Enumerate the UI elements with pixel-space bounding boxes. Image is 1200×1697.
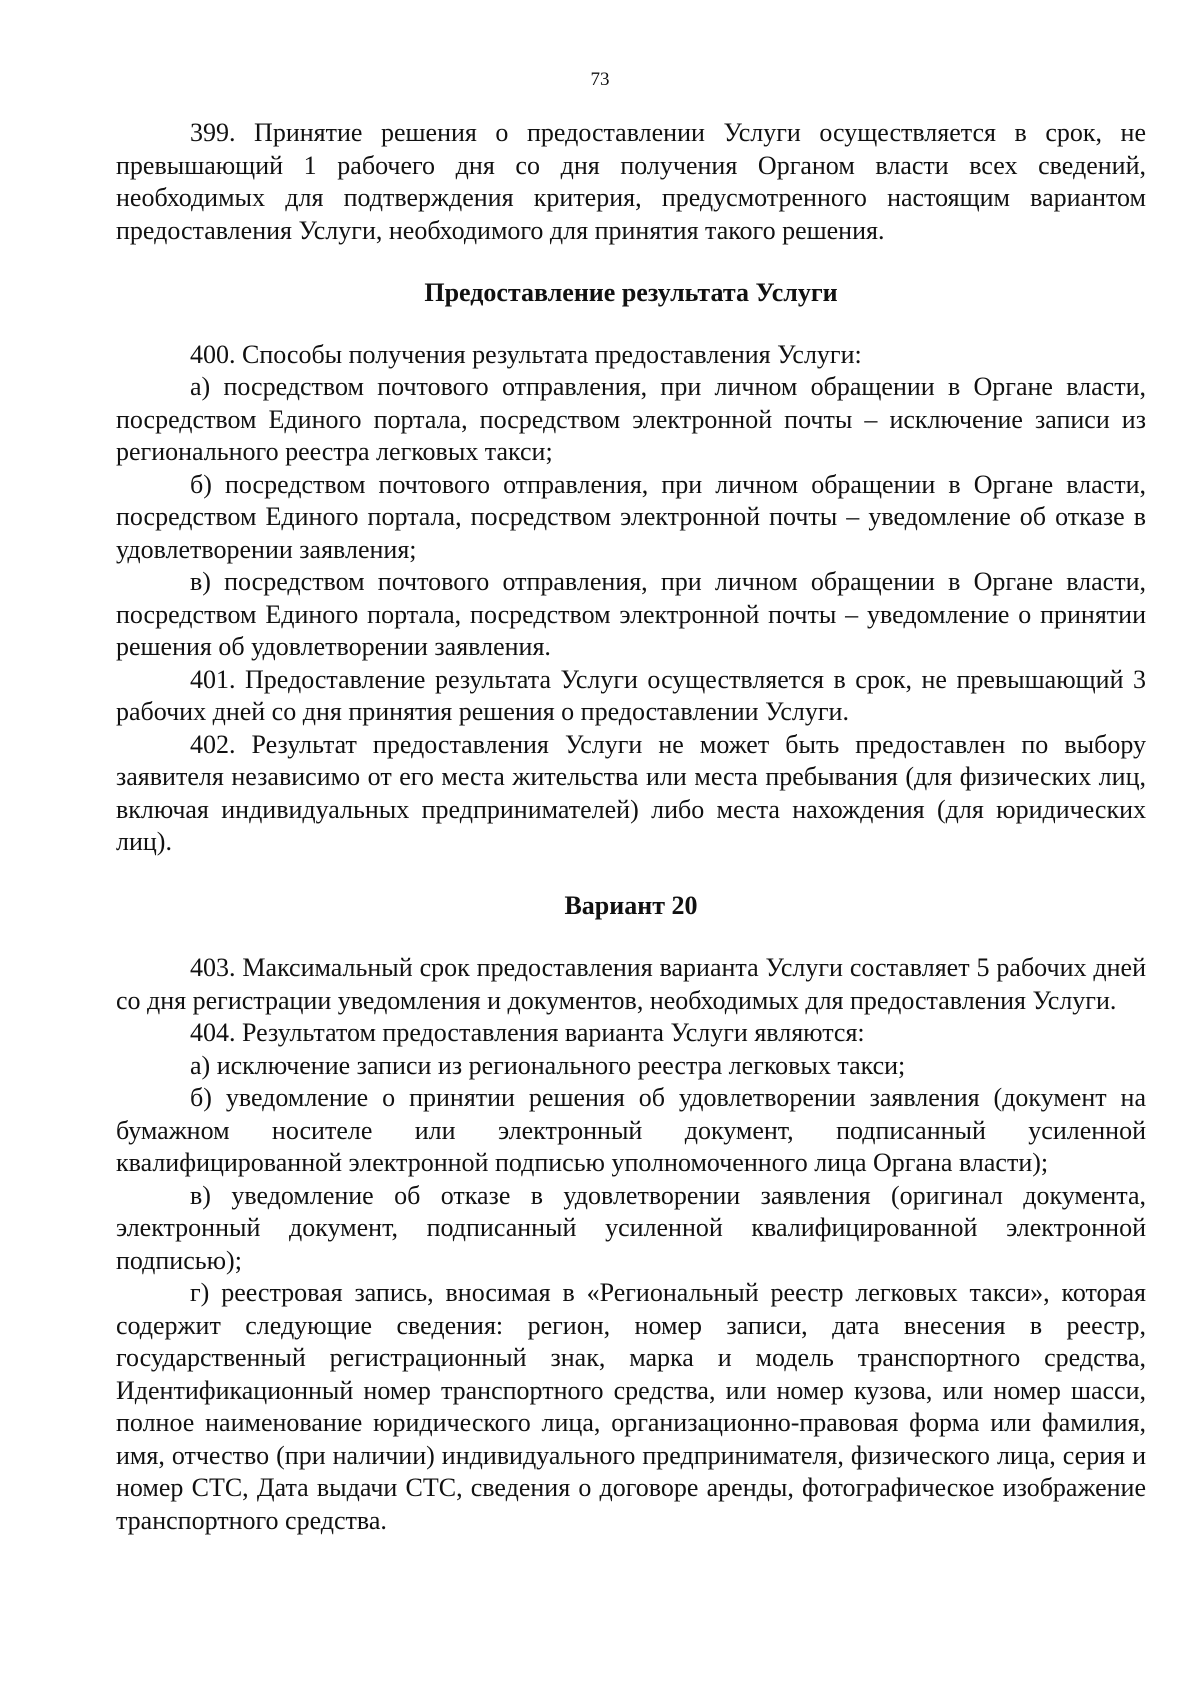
paragraph-402: 402. Результат предоставления Услуги не может быть предоставлен по выбору заявителя независимо от его места жительства или места пребывания (для физических лиц, включая индивидуальных предпринимателей) либо места нахождения (для юридических лиц). (116, 729, 1146, 856)
page-number: 73 (590, 69, 610, 90)
paragraph-400: 400. Способы получения результата предоставления Услуги: (190, 339, 862, 369)
section-heading-result: Предоставление результата Услуги (424, 278, 838, 307)
paragraph-401: 401. Предоставление результата Услуги осуществляется в срок, не превышающий 3 рабочих дней со дня принятия решения о предоставлении Услуги. (116, 664, 1146, 726)
paragraph-400-v: в) посредством почтового отправления, при личном обращении в Органе власти, посредством Единого портала, посредством электронной почты – уведомление о принятии решения об удовлетворении заявления. (116, 567, 1146, 661)
paragraph-404-g: г) реестровая запись, вносимая в «Региональный реестр легковых такси», которая содержит следующие сведения: регион, номер записи, дата внесения в реестр, государственный регистрационный знак, марка и модель транспортного средства, Идентификационный номер транспортного средства, или номер кузова, или номер шасси, полное наименование юридического лица, организационно-правовая форма или фамилия, имя, отчество (при наличии) индивидуального предпринимателя, физического лица, серия и номер СТС, Дата выдачи СТС, сведения о договоре аренды, фотографическое изображение транспортного средства. (116, 1278, 1146, 1535)
paragraph-404-a: а) исключение записи из регионального реестра легковых такси; (190, 1050, 906, 1080)
section-heading-variant: Вариант 20 (564, 890, 698, 920)
paragraph-403: 403. Максимальный срок предоставления варианта Услуги составляет 5 рабочих дней со дня регистрации уведомления и документов, необходимых для предоставления Услуги. (116, 953, 1146, 1015)
paragraph-404: 404. Результатом предоставления варианта Услуги являются: (190, 1018, 865, 1047)
paragraph-400-a: а) посредством почтового отправления, при личном обращении в Органе власти, посредством Единого портала, посредством электронной почты – исключение записи из регионального реестра легковых такси; (116, 372, 1146, 466)
paragraph-400-b: б) посредством почтового отправления, при личном обращении в Органе власти, посредством Единого портала, посредством электронной почты – уведомление об отказе в удовлетворении заявления; (116, 469, 1146, 564)
paragraph-404-b: б) уведомление о принятии решения об удовлетворении заявления (документ на бумажном носителе или электронный документ, подписанный усиленной квалифицированной электронной подписью уполномоченного лица Органа власти); (116, 1083, 1146, 1177)
paragraph-399: 399. Принятие решения о предоставлении Услуги осуществляется в срок, не превышающий 1 рабочего дня со дня получения Органом власти всех сведений, необходимых для подтверждения критерия, предусмотренного настоящим вариантом предоставления Услуги, необходимого для принятия такого решения. (116, 118, 1146, 245)
paragraph-404-v: в) уведомление об отказе в удовлетворении заявления (оригинал документа, электронный документ, подписанный усиленной квалифицированной электронной подписью); (116, 1180, 1146, 1275)
document-body (116, 117, 1146, 1537)
